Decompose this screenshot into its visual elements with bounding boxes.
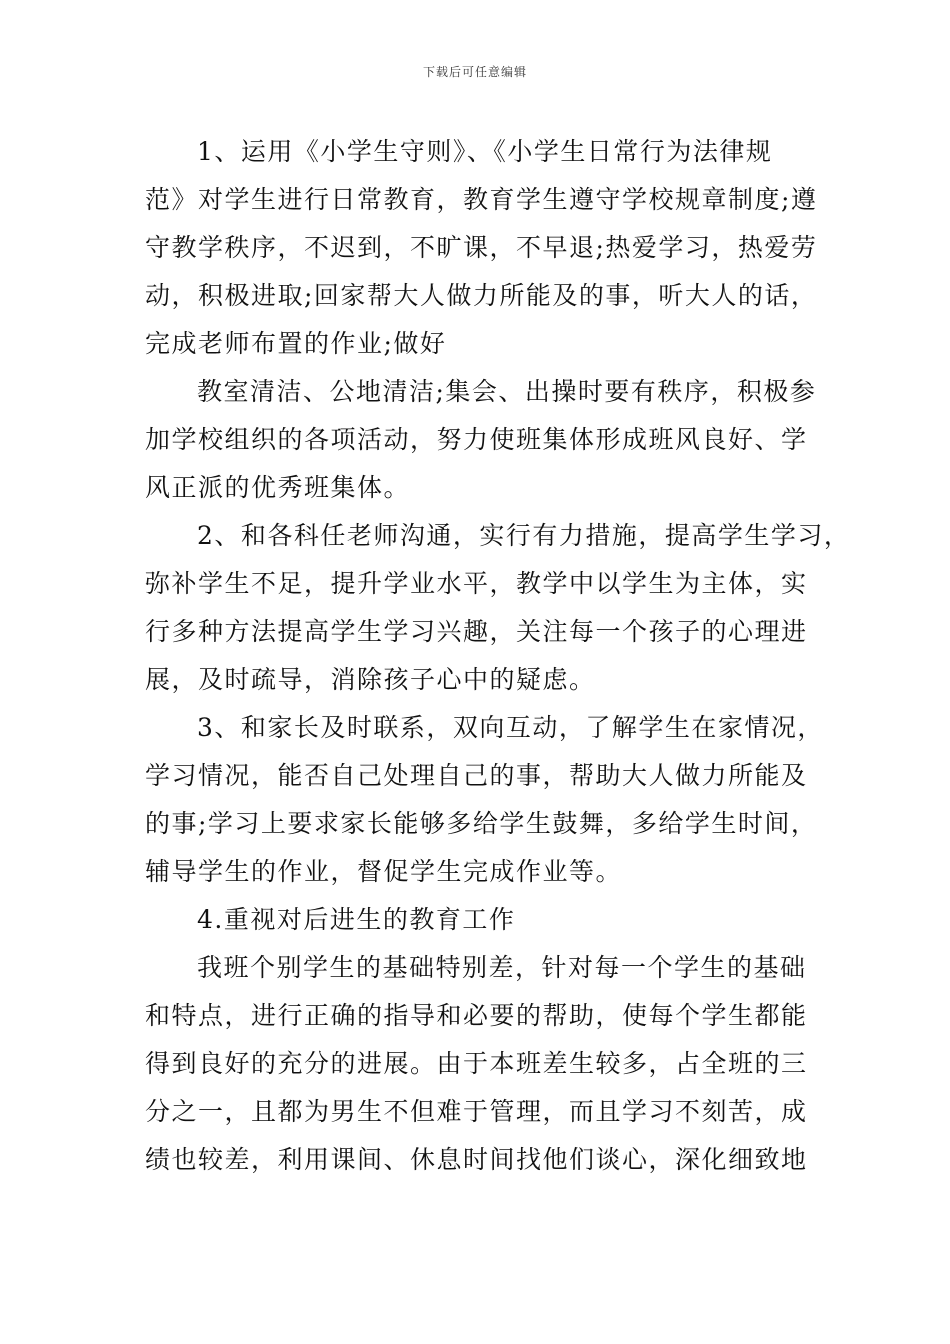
text-line: 绩也较差，利用课间、休息时间找他们谈心，深化细致地 (145, 1145, 808, 1174)
text-line: 教室清洁、公地清洁;集会、出操时要有秩序，积极参 (197, 377, 817, 406)
text-line: 学习情况，能否自己处理自己的事，帮助大人做力所能及 (145, 761, 808, 790)
section-heading (145, 896, 810, 944)
text-line: 加学校组织的各项活动，努力使班集体形成班风良好、学 (145, 425, 808, 454)
text-line: 风正派的优秀班集体。 (145, 473, 411, 502)
text-line: 2、和各科任老师沟通，实行有力措施，提高学生学习， (197, 521, 851, 550)
text-line: 和特点，进行正确的指导和必要的帮助，使每个学生都能 (145, 1001, 808, 1030)
text-line: 守教学秩序，不迟到，不旷课，不早退;热爱学习，热爱劳 (145, 233, 818, 262)
page-header: 下载后可任意编辑 (422, 65, 527, 79)
paragraph-4 (145, 704, 824, 896)
text-line: 3、和家长及时联系，双向互动，了解学生在家情况， (197, 713, 824, 742)
text-line: 动，积极进取;回家帮大人做力所能及的事，听大人的话， (145, 281, 818, 310)
text-line: 辅导学生的作业，督促学生完成作业等。 (145, 857, 623, 886)
text-line: 范》对学生进行日常教育，教育学生遵守学校规章制度;遵 (145, 185, 818, 214)
text-line: 行多种方法提高学生学习兴趣，关注每一个孩子的心理进 (145, 617, 808, 646)
text-line: 我班个别学生的基础特别差，针对每一个学生的基础 (197, 953, 807, 982)
text-line: 分之一，且都为男生不但难于管理，而且学习不刻苦，成 (145, 1097, 808, 1126)
text-line: 4.重视对后进生的教育工作 (197, 905, 516, 934)
text-line: 展，及时疏导，消除孩子心中的疑虑。 (145, 665, 596, 694)
text-line: 得到良好的充分的进展。由于本班差生较多，占全班的三 (145, 1049, 808, 1078)
document-body (145, 128, 851, 1184)
paragraph-2 (145, 368, 817, 512)
paragraph-3 (145, 512, 851, 704)
text-line: 1、运用《小学生守则》、《小学生日常行为法律规 (197, 137, 773, 166)
text-line: 完成老师布置的作业;做好 (145, 329, 447, 358)
text-line: 弥补学生不足，提升学业水平，教学中以学生为主体，实 (145, 569, 808, 598)
paragraph-5 (145, 944, 810, 1184)
paragraph-1 (145, 128, 818, 368)
text-line: 的事;学习上要求家长能够多给学生鼓舞，多给学生时间， (145, 809, 818, 838)
